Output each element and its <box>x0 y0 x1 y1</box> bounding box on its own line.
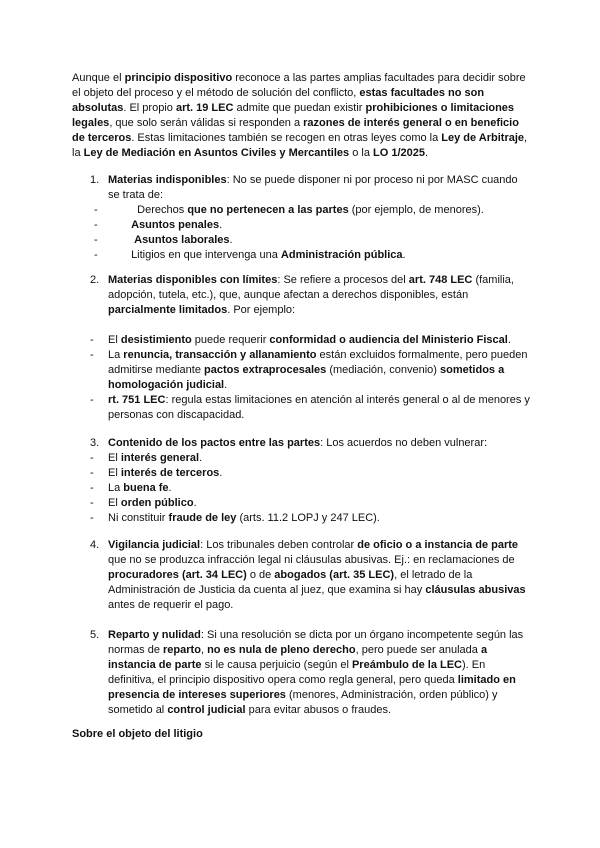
dash-item: - El interés general. <box>90 452 203 464</box>
list-number: 5. <box>90 629 100 641</box>
dash-item: - Ni constituir fraude de ley (arts. 11.2 LOPJ y 247 LEC). <box>90 512 380 524</box>
sub-bullet: - Derechos que no pertenecen a las partes (por ejemplo, de menores). <box>94 204 484 216</box>
list-number: 2. <box>90 274 100 286</box>
list-number: 3. <box>90 437 100 449</box>
dash-item: - El orden público. <box>90 497 197 509</box>
list-item-materias-disponibles <box>72 273 530 318</box>
intro-paragraph: Aunque el principio dispositivo reconoce a las partes amplias facultades para decidir sobre el objeto del proceso y el método de solución del conflicto, estas facultades no son absolutas. El propio art. 19 LEC admite que puedan existir prohibiciones o limitaciones legales, que solo serán válidas si responden a razones de interés general o en beneficio de terceros. Estas limitaciones también se recogen en otras leyes como la Ley de Arbitraje, la Ley de Mediación en Asuntos Civiles y Mercantiles o la LO 1/2025. <box>72 72 528 159</box>
list-item-text: Materias disponibles con límites: Se refiere a procesos del art. 748 LEC (familia, adopción, tutela, etc.), que, aunque afectan a derechos disponibles, están parcialmente limitados. Por ejemplo: <box>108 274 514 316</box>
list-item-vigilancia-judicial <box>72 538 530 613</box>
sub-bullet: - Asuntos penales. <box>94 219 223 231</box>
list-item-text: Materias indisponibles: No se puede disponer ni por proceso ni por MASC cuando se trata de: <box>108 174 518 201</box>
list-item-text: Contenido de los pactos entre las partes: Los acuerdos no deben vulnerar: <box>108 437 488 449</box>
sub-bullet: - Litigios en que intervenga una Administración pública. <box>94 249 406 261</box>
list-number: 1. <box>90 174 100 186</box>
list-item-contenido-pactos <box>72 436 530 451</box>
dash-item: - La renuncia, transacción y allanamiento están excluidos formalmente, pero pueden admitirse mediante pactos extraprocesales (mediación, convenio) sometidos a homologación judicial. <box>90 349 528 391</box>
list-item-text: Vigilancia judicial: Los tribunales deben controlar de oficio o a instancia de parte que no se produzca infracción legal ni cláusulas abusivas. Ej.: en reclamaciones de procuradores (art. 34 LEC) o de abogados (art. 35 LEC), el letrado de la Administración de Justicia da cuenta al juez, que examina si hay cláusulas abusivas antes de requerir el pago. <box>108 539 526 611</box>
section-heading: Sobre el objeto del litigio <box>72 728 203 740</box>
list-number: 4. <box>90 539 100 551</box>
dash-item: - El interés de terceros. <box>90 467 223 479</box>
list-item-reparto-nulidad <box>72 628 530 718</box>
dash-item: - rt. 751 LEC: regula estas limitaciones en atención al interés general o al de menores y personas con discapacidad. <box>90 394 530 421</box>
dash-item: - El desistimiento puede requerir conformidad o audiencia del Ministerio Fiscal. <box>90 334 511 346</box>
dash-item: - La buena fe. <box>90 482 172 494</box>
dash-list-examples <box>72 333 530 423</box>
sub-bullet: - Asuntos laborales. <box>94 234 233 246</box>
dash-list-limits <box>72 451 530 526</box>
list-item-text: Reparto y nulidad: Si una resolución se dicta por un órgano incompetente según las normas de reparto, no es nula de pleno derecho, pero puede ser anulada a instancia de parte si le causa perjuicio (según el Preámbulo de la LEC). En definitiva, el principio dispositivo opera como regla general, pero queda limitado en presencia de intereses superiores (menores, Administración, orden público) y sometido al control judicial para evitar abusos o fraudes. <box>108 629 524 716</box>
list-item-materias-indisponibles <box>72 173 530 263</box>
